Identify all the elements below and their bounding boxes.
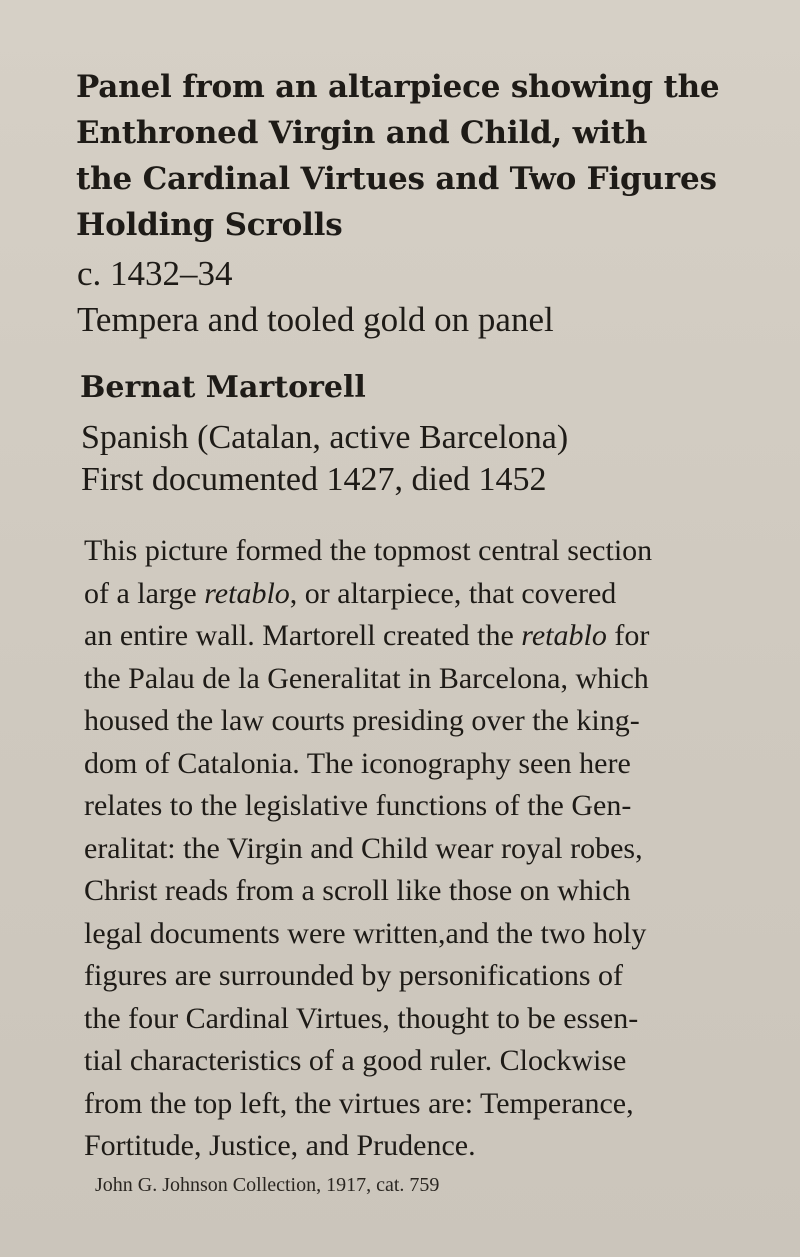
text-run: relates to the legislative functions of the Gen- — [84, 789, 632, 822]
artist-nationality: Spanish (Catalan, active Barcelona) — [81, 419, 569, 456]
artist-dates: First documented 1427, died 1452 — [81, 461, 547, 498]
title-line: Panel from an altarpiece showing the — [76, 69, 720, 105]
description-line — [84, 615, 744, 658]
artwork-medium: Tempera and tooled gold on panel — [77, 300, 554, 339]
description-line — [84, 870, 744, 913]
artwork-title — [76, 64, 756, 248]
text-run: figures are surrounded by personifications of — [84, 959, 624, 992]
text-run: This picture formed the topmost central section — [84, 534, 653, 567]
description-line — [84, 1040, 744, 1083]
text-run: the Palau de la Generalitat in Barcelona, which — [84, 661, 649, 695]
text-run: Fortitude, Justice, and Prudence. — [84, 1129, 476, 1162]
description-line — [84, 1083, 744, 1126]
text-run: tial characteristics of a good ruler. Clockwise — [84, 1044, 627, 1077]
description-line — [84, 658, 744, 701]
description-line — [84, 828, 744, 871]
description-line — [84, 1125, 744, 1168]
text-run: an entire wall. Martorell created the — [84, 619, 522, 652]
text-run: dom of Catalonia. The iconography seen here — [84, 746, 631, 780]
description-line — [84, 913, 744, 956]
text-run: from the top left, the virtues are: Temperance, — [84, 1086, 634, 1120]
text-run: Christ reads from a scroll like those on which — [84, 874, 631, 907]
title-line: the Cardinal Virtues and Two Figures — [76, 161, 717, 197]
text-run: housed the law courts presiding over the king- — [84, 704, 640, 737]
text-run: the four Cardinal Virtues, thought to be essen- — [84, 1001, 639, 1035]
text-run: for — [606, 619, 650, 652]
italic-term: retablo — [521, 619, 607, 652]
description-line — [84, 998, 744, 1041]
description-line — [84, 530, 744, 573]
description-paragraph — [84, 530, 744, 1168]
description-line — [84, 700, 744, 743]
text-run: legal documents were written,and the two holy — [84, 916, 647, 950]
italic-term: retablo — [204, 576, 290, 610]
artist-name: Bernat Martorell — [80, 370, 366, 405]
description-line — [84, 743, 744, 786]
text-run: eralitat: the Virgin and Child wear royal robes, — [84, 831, 643, 865]
description-line — [84, 785, 744, 828]
title-line: Enthroned Virgin and Child, with — [76, 115, 648, 151]
artwork-date: c. 1432–34 — [77, 254, 233, 293]
description-line — [84, 955, 744, 998]
text-run: of a large — [84, 576, 205, 610]
title-line: Holding Scrolls — [76, 207, 343, 243]
credit-line: John G. Johnson Collection, 1917, cat. 759 — [95, 1174, 440, 1196]
text-run: , or altarpiece, that covered — [289, 576, 617, 610]
description-line — [84, 573, 744, 616]
